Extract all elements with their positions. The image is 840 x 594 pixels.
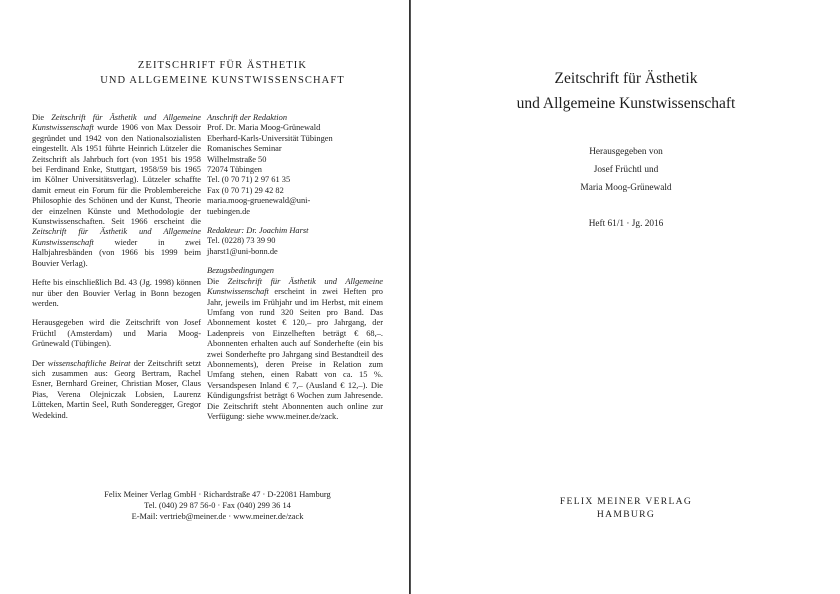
history-paragraph [32,113,201,269]
terms-journal-name: Zeitschrift für Ästhetik und Allgemeine Kunstwissenschaft [207,276,384,297]
address-line: Fax (0 70 71) 29 42 82 [207,185,284,195]
board-members: Georg Bertram, Rachel Esner, Bernhard Greiner, Christian Moser, Claus Pias, Verena Olejniczak Lobsien, Laurenz Lütteken, Martin Seel, Ruth Sonderegger, Gregor Wedekind. [32,368,202,420]
back-issues-paragraph: Hefte bis einschließlich Bd. 43 (Jg. 1998) können nur über den Bouvier Verlag in Bonn bezogen werden. [32,278,201,308]
publisher-footer [30,489,405,522]
address-block [207,123,383,217]
address-line: Eberhard-Karls-Universität Tübingen [207,133,333,143]
board-pre: Der [32,358,48,368]
address-line: Wilhelmstraße 50 [207,154,267,164]
address-line: Romanisches Seminar [207,144,282,154]
journal-title-caps [40,58,405,88]
right-column [207,113,383,431]
editor-name-1: Josef Früchtl und [593,165,659,175]
journal-title-line2: und Allgemeine Kunstwissenschaft [516,95,736,112]
footer-email: E-Mail: vertrieb@meiner.de · www.meiner.de/zack [131,512,304,521]
history-pre: Die [32,113,52,122]
advisory-board-paragraph [32,359,201,421]
editors-paragraph: Herausgegeben wird die Zeitschrift von Josef Früchtl (Amsterdam) und Maria Moog-Grünewald (Tübingen). [32,318,201,349]
address-line: Prof. Dr. Maria Moog-Grünewald [207,123,321,133]
left-column [32,113,201,430]
terms-heading: Bezugsbedingungen [207,266,274,276]
address-line: 72074 Tübingen [207,165,262,175]
editors-block [412,143,840,197]
issue-number: Heft 61/1 · Jg. 2016 [588,219,664,229]
left-page [0,0,410,594]
terms-body [207,277,383,423]
editor-phone: Tel. (0228) 73 39 90 [207,236,276,246]
publisher-name: FELIX MEINER VERLAG [559,496,693,507]
editor-email: jharst1@uni-bonn.de [207,246,278,256]
publisher-city: HAMBURG [596,509,656,520]
terms-text: erscheint in zwei Heften pro Jahr, jeweils im Frühjahr und im Herbst, mit einem Umfang von rund 320 Seiten pro Band. Das Abonnement kostet € 120,– pro Jahrgang, der Ladenpreis von Einzelheften beträgt € 68,–. Abonnenten erhalten auch auf Sonderhefte (ein bis zwei Sonderhefte pro Jahrgang sind Bestandteil des Abonnements), deren Preise in Relation zum Umfang stehen, einen Rabatt von ca. 15 %. Versandspesen Inland € 7,– (Ausland € 12,–). Die Kündigungsfrist beträgt 6 Wochen zum Jahresende. Die Zeitschrift steht Abonnenten auch online zur Verfügung: siehe [207,287,383,421]
editor-name-2: Maria Moog-Grünewald [580,183,672,193]
right-page [412,0,840,594]
address-email: maria.moog-gruenewald@uni- [207,196,311,206]
journal-title-caps-line1: ZEITSCHRIFT FÜR ÄSTHETIK [137,60,308,71]
editor-block [207,236,383,257]
footer-phone: Tel. (040) 29 87 56-0 · Fax (040) 299 36 14 [144,501,291,510]
board-post: der Zeitschrift setzt sich zusammen aus: [32,358,201,378]
address-line: Tel. (0 70 71) 2 97 61 35 [207,175,291,185]
publisher-imprint [412,495,840,521]
journal-title-line1: Zeitschrift für Ästhetik [554,70,698,87]
history-end: wieder in zwei Halbjahresbänden (von 1966 bis 1999 beim Bouvier Verlag). [32,237,201,268]
history-body: wurde 1906 von Max Dessoir gegründet und 1942 von den Nationalsozialisten eingestellt. Als 1951 führte Heinrich Lützeler die Zeitschrift als Jahrbuch fort (von 1951 bis 1958 bei Ferdinand Enke, Stuttgart, 1958/59 bis 1965 im Kölner Universitätsverlag). Lützeler schaffte damit erneut ein Forum für die Problembereiche Philosophie des Schönen und der Kunst, Theorie der einzelnen Künste und Methodologie der Kunstwissenschaften. Seit 1966 erscheint die [32,123,201,227]
history-journal-name-2: Zeitschrift für Ästhetik und Allgemeine Kunstwissenschaft [32,227,201,247]
history-journal-name: Zeitschrift für Ästhetik und Allgemeine Kunstwissenschaft [32,113,202,133]
journal-title-caps-line2: UND ALLGEMEINE KUNSTWISSENSCHAFT [100,75,345,86]
address-email: tuebingen.de [207,206,251,216]
editors-label: Herausgegeben von [589,147,663,157]
footer-address: Felix Meiner Verlag GmbH · Richardstraße 47 · D-22081 Hamburg [104,490,331,499]
editor-heading: Redakteur: Dr. Joachim Harst [207,226,309,236]
journal-title [412,66,840,116]
terms-url: www.meiner.de/zack. [266,411,339,421]
terms-pre: Die [207,276,228,286]
page-gutter [409,0,411,594]
board-label: wissenschaftliche Beirat [47,358,131,368]
address-heading: Anschrift der Redaktion [207,113,288,122]
